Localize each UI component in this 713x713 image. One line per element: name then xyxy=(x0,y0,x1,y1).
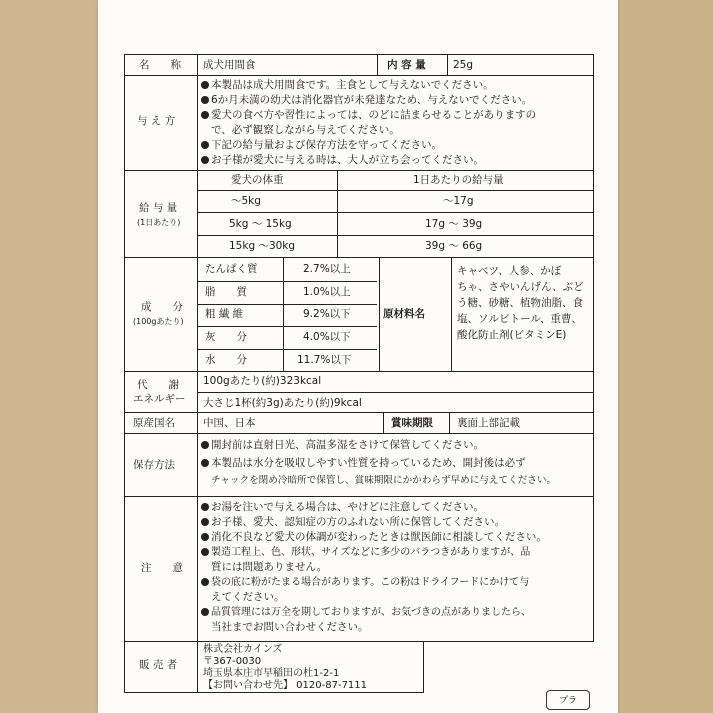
nutrient-name: 水 分 xyxy=(205,354,247,366)
seller-label: 販 売 者 xyxy=(139,659,178,671)
feeding-row xyxy=(124,75,594,171)
ingredients-line: う糖、砂糖、植物油脂、食 xyxy=(457,297,583,309)
caution-row xyxy=(124,496,594,642)
composition-sub: (100gあたり) xyxy=(133,317,184,326)
content-label: 内 容 量 xyxy=(387,59,426,71)
product-label-table xyxy=(124,48,594,698)
bullet-icon xyxy=(201,608,209,616)
bullet-icon xyxy=(201,81,209,89)
origin-value: 中国、日本 xyxy=(203,417,256,429)
nutrient-name: 粗 繊 維 xyxy=(205,308,244,320)
bullet-icon xyxy=(201,441,209,449)
bullet-icon xyxy=(201,141,209,149)
storage-label: 保存方法 xyxy=(133,459,175,471)
energy-line: 100gあたり(約)323kcal xyxy=(203,375,322,387)
nutrient-value: 2.7%以上 xyxy=(303,263,351,275)
feeding-line: 6か月未満の幼犬は消化器官が未発達なため、与えないでください。 xyxy=(211,94,533,106)
bullet-icon xyxy=(201,578,209,586)
ingredients-line: 塩、ソルビトール、重曹、 xyxy=(457,313,582,325)
name-label: 名 称 xyxy=(139,59,181,71)
seller-line: 〒367-0030 xyxy=(203,656,262,667)
storage-line: チャックを閉め冷暗所で保管し、賞味期限にかかわらず早めに与えてください。 xyxy=(211,475,557,486)
ingredients-line: キャベツ、人参、かぼ xyxy=(457,265,562,277)
name-row xyxy=(124,54,594,76)
ingredients-line: 酸化防止剤(ビタミンE) xyxy=(457,329,567,341)
caution-line: 品質管理には万全を期しておりますが、お気づきの点がありましたら、 xyxy=(211,607,531,618)
storage-row xyxy=(124,433,594,497)
nutrient-name: 脂 質 xyxy=(205,286,247,298)
bullet-icon xyxy=(201,459,209,467)
amount-header-weight: 愛犬の体重 xyxy=(231,174,284,186)
kraft-bag-left xyxy=(0,0,112,713)
storage-line: 本製品は水分を吸収しやすい性質を持っているため、開封後は必ず xyxy=(211,457,526,469)
nutrient-value: 9.2%以下 xyxy=(303,308,351,320)
amount-value: ～17g xyxy=(443,195,474,207)
energy-label-2: エネルギー xyxy=(133,393,186,405)
bullet-icon xyxy=(201,518,209,526)
caution-line: 質には問題ありません。 xyxy=(211,561,328,573)
caution-line: 袋の底に粉がたまる場合があります。この粉はドライフードにかけて与 xyxy=(211,577,530,588)
amount-weight: 15kg ～30kg xyxy=(229,240,296,252)
amount-value: 17g ～ 39g xyxy=(425,218,483,230)
expiry-value: 裏面上部記載 xyxy=(457,417,520,429)
amount-label: 給 与 量 xyxy=(139,202,178,214)
feeding-line: 愛犬の食べ方や習性によっては、のどに詰まらせることがありますの xyxy=(211,109,537,121)
feeding-line: 下記の給与量および保存方法を守ってください。 xyxy=(211,139,442,151)
seller-line: 株式会社カインズ xyxy=(203,644,283,655)
feeding-line: で、必ず観察しながら与えてください。 xyxy=(211,124,400,136)
bullet-icon xyxy=(201,548,209,556)
origin-label: 原産国名 xyxy=(133,417,175,429)
ingredients-label: 原材料名 xyxy=(383,308,425,320)
nutrient-name: たんぱく質 xyxy=(205,263,258,275)
caution-line: お湯を注いで与える場合は、やけどに注意してください。 xyxy=(211,501,484,513)
energy-row xyxy=(124,371,594,413)
composition-label: 成 分 xyxy=(141,301,183,313)
caution-label: 注 意 xyxy=(141,562,183,574)
storage-line: 開封前は直射日光、高温多湿をさけて保管してください。 xyxy=(211,439,484,451)
recycle-pla-icon: プラ xyxy=(546,690,590,710)
energy-line: 大さじ1杯(約3g)あたり(約)9kcal xyxy=(203,397,362,409)
caution-line: 消化不良など愛犬の体調が変わったときは獣医師に相談してください。 xyxy=(211,531,547,543)
kraft-bag-right xyxy=(605,0,713,713)
nutrient-name: 灰 分 xyxy=(205,331,247,343)
seller-line: 【お問い合わせ先】 0120-87-7111 xyxy=(203,680,368,691)
expiry-label: 賞味期限 xyxy=(391,417,433,429)
bullet-icon xyxy=(201,533,209,541)
amount-weight: ～5kg xyxy=(231,195,261,207)
feeding-line: お子様が愛犬に与える時は、大人が立ち会ってください。 xyxy=(211,154,484,166)
amount-row xyxy=(124,170,594,258)
energy-label: 代 謝 xyxy=(137,379,179,391)
seller-row xyxy=(124,641,424,693)
amount-weight: 5kg ～ 15kg xyxy=(229,218,292,230)
amount-header-amount: 1日あたりの給与量 xyxy=(413,174,504,186)
amount-sub: (1日あたり) xyxy=(137,218,181,227)
caution-line: 製造工程上、色、形状、サイズなどに多少のバラつきがありますが、品 xyxy=(211,547,531,558)
composition-row xyxy=(124,257,594,372)
name-value: 成犬用間食 xyxy=(203,59,256,71)
nutrient-value: 1.0%以上 xyxy=(303,286,351,298)
ingredients-line: ちゃ、さやいんげん、ぶど xyxy=(457,281,584,293)
origin-row xyxy=(124,412,594,434)
bullet-icon xyxy=(201,503,209,511)
caution-line: 当社までお問い合わせください。 xyxy=(211,621,369,633)
nutrient-value: 4.0%以下 xyxy=(303,331,351,343)
seller-line: 埼玉県本庄市早稲田の杜1-2-1 xyxy=(203,668,340,679)
amount-value: 39g ～ 66g xyxy=(425,240,483,252)
content-value: 25g xyxy=(453,59,474,71)
caution-line: えてください。 xyxy=(211,591,285,603)
nutrient-value: 11.7%以下 xyxy=(297,354,352,366)
feeding-label: 与 え 方 xyxy=(137,115,176,127)
bullet-icon xyxy=(201,111,209,119)
caution-line: お子様、愛犬、認知症の方のふれない所に保管してください。 xyxy=(211,516,505,528)
bullet-icon xyxy=(201,96,209,104)
feeding-line: 本製品は成犬用間食です。主食として与えないでください。 xyxy=(211,79,494,91)
bullet-icon xyxy=(201,156,209,164)
